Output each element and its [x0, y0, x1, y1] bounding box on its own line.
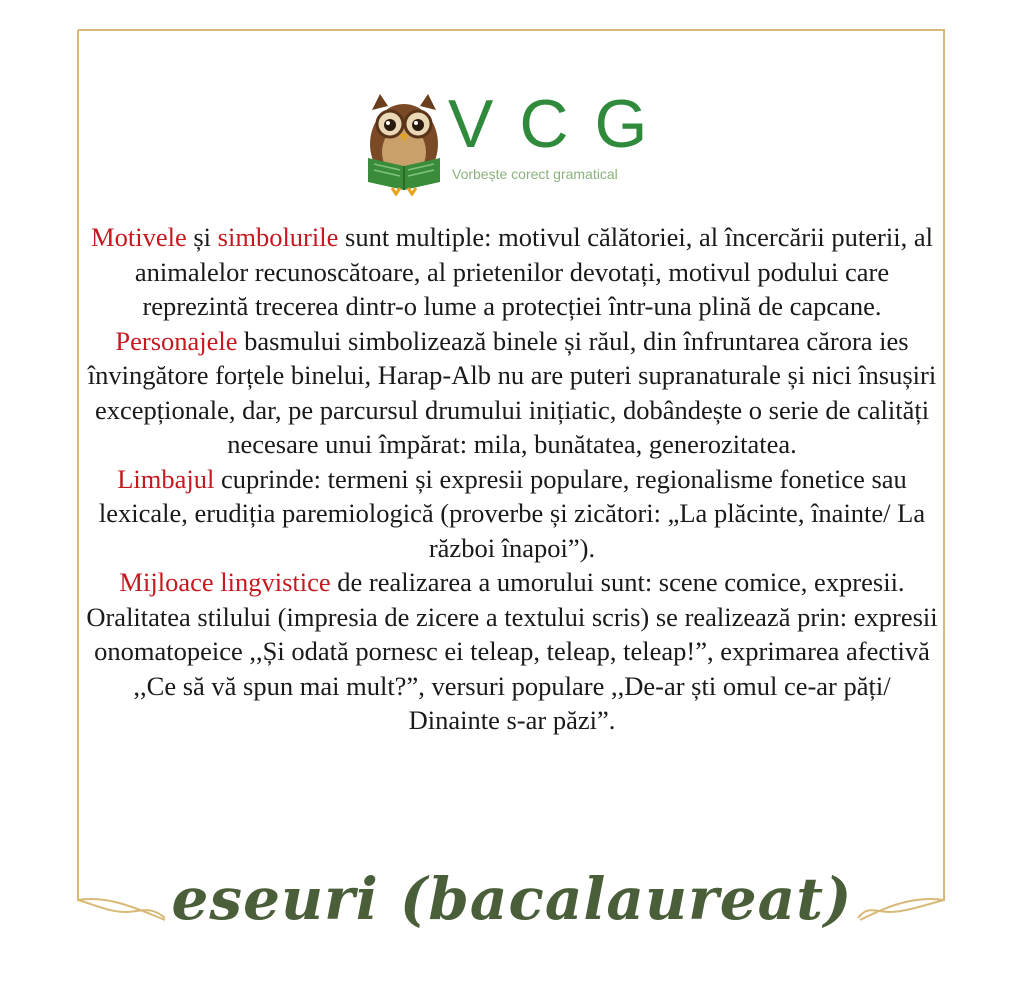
paragraph-text: și: [186, 222, 218, 252]
paragraph-motive: [86, 220, 938, 324]
keyword-motivele: Motivele: [91, 222, 187, 252]
brand-tagline: Vorbește corect gramatical: [452, 166, 618, 182]
paragraph-text: de realizarea a umorului sunt: scene comice, expresii. Oralitatea stilului (impresia de zicere a textului scris) se realizează prin: expresii onomatopeice ,,Și odată pornesc ei teleap, teleap, teleap!”, exprimarea afectivă ,,Ce să vă spun mai mult?”, versuri populare ,,De-ar ști omul ce-ar păți/ Dinainte s-ar păzi”.: [86, 567, 938, 735]
keyword-mijloace-lingvistice: Mijloace lingvistice: [119, 567, 331, 597]
footer-title: eseuri (bacalaureat): [171, 865, 853, 933]
essay-text: [86, 220, 938, 738]
keyword-personajele: Personajele: [115, 325, 238, 356]
paragraph-mijloace: [86, 565, 938, 738]
paragraph-limbaj: [86, 462, 938, 566]
vcg-logo: [362, 86, 674, 198]
keyword-simbolurile: simbolurile: [217, 222, 339, 252]
keyword-limbajul: Limbajul: [117, 463, 215, 494]
owl-reading-book-icon: [362, 92, 446, 196]
paragraph-text: basmului simbolizează binele și răul, din înfruntarea cărora ies învingătore forțele binelui, Harap-Alb nu are puteri supranaturale și nici însușiri excepționale, dar, pe parcursul drumului inițiatic, dobândește o serie de calități necesare unui împărat: mila, bunătatea, generozitatea.: [87, 325, 937, 459]
paragraph-text: sunt multiple: motivul călătoriei, al încercării puterii, al animalelor recunoscătoare, al prietenilor devotați, motivul podului care reprezintă trecerea dintr-o lume a protecției într-una plină de capcane.: [134, 222, 933, 321]
brand-name: VCG: [448, 86, 674, 162]
paragraph-text: cuprinde: termeni și expresii populare, regionalisme fonetice sau lexicale, erudiția paremiologică (proverbe și zicători: „La plăcinte, înainte/ La război înapoi”).: [98, 463, 926, 563]
paragraph-personaje: [86, 324, 938, 462]
